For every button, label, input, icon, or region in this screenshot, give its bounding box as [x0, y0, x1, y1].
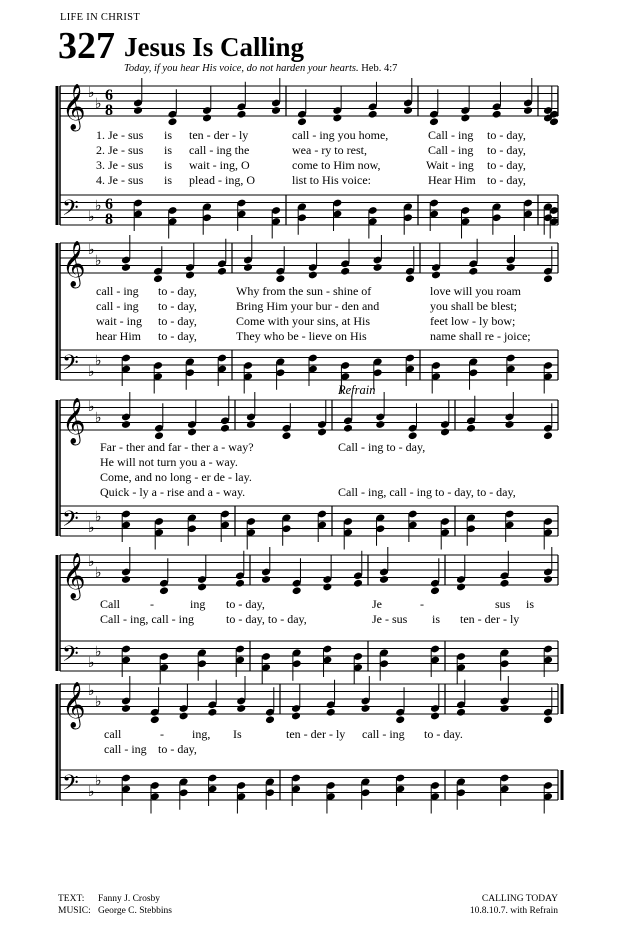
- note-head: [506, 263, 516, 272]
- note-head: [322, 583, 332, 592]
- refrain-marking: Refrain: [338, 383, 376, 397]
- time-signature-top: 6: [105, 87, 113, 104]
- note-head: [236, 110, 246, 119]
- lyric: They who be - lieve on His: [236, 329, 367, 343]
- treble-clef: 𝄞: [62, 398, 86, 444]
- lyric-line: [0, 440, 640, 454]
- lyric: Call: [100, 597, 120, 611]
- note-head: [499, 704, 509, 713]
- lyric: wait - ing: [96, 314, 142, 328]
- note-head: [133, 106, 143, 115]
- flat-sign: ♭: [95, 694, 102, 710]
- lyric: to - day,: [487, 173, 526, 187]
- lyric: list to His voice:: [292, 173, 371, 187]
- note-head: [456, 708, 466, 717]
- lyric: ten - der - ly: [286, 727, 346, 741]
- bass-clef: 𝄢: [62, 351, 79, 381]
- lyric: to - day,: [158, 314, 197, 328]
- note-head: [261, 575, 271, 584]
- lyric: hear Him: [96, 329, 141, 343]
- flat-sign: ♭: [95, 96, 102, 112]
- lyric-line: [0, 128, 640, 142]
- lyric-line: [0, 314, 640, 328]
- flat-sign: ♭: [88, 364, 95, 380]
- note-head: [202, 114, 212, 123]
- note-head: [121, 704, 131, 713]
- hymn-number: 327: [58, 25, 115, 67]
- credits: [58, 893, 172, 917]
- lyric-line: [0, 470, 640, 484]
- lyric: wea - ry to rest,: [292, 143, 367, 157]
- bass-clef: 𝄢: [62, 507, 79, 537]
- text-credit: [58, 893, 172, 905]
- lyric: -: [420, 597, 424, 611]
- lyric: ten - der - ly: [189, 128, 249, 142]
- lyric-line: [0, 299, 640, 313]
- note-head: [297, 117, 307, 126]
- music-credit-label: MUSIC:: [58, 906, 91, 916]
- lyric: is: [164, 128, 173, 142]
- lyric: sus: [495, 597, 511, 611]
- note-head: [492, 110, 502, 119]
- bass-clef: 𝄢: [62, 642, 79, 672]
- note-head: [236, 704, 246, 713]
- lyric: -: [150, 597, 154, 611]
- lyric: Call - ing to - day,: [338, 440, 426, 454]
- note-head: [456, 583, 466, 592]
- note-head: [403, 106, 413, 115]
- lyric: 1. Je - sus: [96, 128, 144, 142]
- lyric-line: [0, 173, 640, 187]
- note-head: [281, 431, 291, 440]
- bass-clef: 𝄢: [62, 196, 79, 226]
- note-head: [332, 114, 342, 123]
- lyric-line: [0, 612, 640, 626]
- lyric: call - ing the: [189, 143, 250, 157]
- note-head: [353, 579, 363, 588]
- note-head: [154, 431, 164, 440]
- epigraph-quote: Today, if you hear His voice, do not harden your hearts.: [124, 63, 359, 74]
- lyric-line: [0, 727, 640, 741]
- note-head: [466, 424, 476, 433]
- time-signature-bottom: 8: [105, 102, 113, 119]
- lyric-line: [0, 742, 640, 756]
- flat-sign: ♭: [88, 683, 95, 699]
- note-head: [375, 420, 385, 429]
- note-head: [543, 274, 553, 283]
- flat-sign: ♭: [95, 773, 102, 789]
- lyric-line: [0, 284, 640, 298]
- tune-name: CALLING TODAY: [481, 894, 558, 904]
- note-head: [543, 715, 553, 724]
- lyric: plead - ing, O: [189, 173, 255, 187]
- flat-sign: ♭: [95, 644, 102, 660]
- lyric: call - ing: [104, 742, 147, 756]
- lyric: call - ing: [362, 727, 405, 741]
- lyric: come to Him now,: [292, 158, 381, 172]
- time-signature-bottom: 8: [105, 211, 113, 228]
- lyric: Far - ther and far - ther a - way?: [100, 440, 254, 454]
- lyric: to - day,: [487, 143, 526, 157]
- lyric: to - day,: [158, 742, 197, 756]
- time-signature-top: 6: [105, 196, 113, 213]
- treble-clef: 𝄞: [62, 553, 86, 599]
- note-head: [167, 117, 177, 126]
- lyric: Come, and no long - er de - lay.: [100, 470, 252, 484]
- flat-sign: ♭: [95, 353, 102, 369]
- note-head: [440, 428, 450, 437]
- text-author: Fanny J. Crosby: [98, 894, 161, 904]
- lyric: call - ing: [96, 284, 139, 298]
- note-head: [460, 114, 470, 123]
- lyric: Bring Him your bur - den and: [236, 299, 380, 313]
- lyric-line: [0, 329, 640, 343]
- flat-sign: ♭: [95, 410, 102, 426]
- note-head: [159, 586, 169, 595]
- meter: 10.8.10.7. with Refrain: [469, 906, 558, 916]
- lyric: is: [164, 158, 173, 172]
- note-head: [179, 712, 189, 721]
- note-head: [197, 583, 207, 592]
- lyric-line: [0, 158, 640, 172]
- lyric: Call - ing, call - ing: [100, 612, 194, 626]
- lyric: to - day,: [158, 299, 197, 313]
- lyric: to - day,: [487, 158, 526, 172]
- note-head: [153, 274, 163, 283]
- note-head: [187, 428, 197, 437]
- lyric: 3. Je - sus: [96, 158, 144, 172]
- note-head: [317, 428, 327, 437]
- tune-info: [470, 893, 558, 917]
- note-head: [217, 267, 227, 276]
- lyric: Je: [372, 597, 382, 611]
- note-head: [395, 715, 405, 724]
- lyric: He will not turn you a - way.: [100, 455, 238, 469]
- treble-clef: 𝄞: [62, 241, 86, 287]
- note-head: [326, 708, 336, 717]
- lyric: ten - der - ly: [460, 612, 520, 626]
- note-head: [220, 424, 230, 433]
- note-head: [468, 267, 478, 276]
- note-head: [246, 420, 256, 429]
- lyric: Quick - ly a - rise and a - way.: [100, 485, 246, 499]
- note-head: [343, 424, 353, 433]
- note-head: [275, 274, 285, 283]
- note-head: [185, 271, 195, 280]
- note-head: [430, 586, 440, 595]
- lyric: to - day.: [424, 727, 463, 741]
- hymn-title: Jesus Is Calling: [124, 32, 305, 62]
- note-head: [360, 704, 370, 713]
- note-head: [504, 420, 514, 429]
- lyric: love will you roam: [430, 284, 521, 298]
- lyric: 4. Je - sus: [96, 173, 144, 187]
- note-head: [243, 263, 253, 272]
- lyric: you shall be blest;: [430, 299, 517, 313]
- lyric: Call - ing, call - ing to - day, to - day,: [338, 485, 516, 499]
- flat-sign: ♭: [88, 784, 95, 800]
- lyric-line: [0, 455, 640, 469]
- bass-clef: 𝄢: [62, 771, 79, 801]
- treble-clef: 𝄞: [62, 84, 86, 130]
- section-label: LIFE IN CHRIST: [60, 12, 141, 23]
- note-head: [405, 274, 415, 283]
- lyric: Why from the sun - shine of: [236, 284, 372, 298]
- music-author: George C. Stebbins: [98, 906, 172, 916]
- note-head: [150, 715, 160, 724]
- lyric: -: [160, 727, 164, 741]
- note-head: [429, 117, 439, 126]
- lyric: to - day,: [487, 128, 526, 142]
- note-head: [543, 431, 553, 440]
- note-head: [292, 586, 302, 595]
- lyric: Call - ing: [428, 128, 474, 142]
- lyric: is: [164, 143, 173, 157]
- note-head: [121, 263, 131, 272]
- note-head: [291, 712, 301, 721]
- lyric: ing,: [192, 727, 211, 741]
- lyric-line: [0, 143, 640, 157]
- note-head: [430, 712, 440, 721]
- lyric: to - day, to - day,: [226, 612, 307, 626]
- lyric: is: [432, 612, 441, 626]
- flat-sign: ♭: [88, 209, 95, 225]
- flat-sign: ♭: [88, 520, 95, 536]
- note-head: [121, 575, 131, 584]
- lyric: call: [104, 727, 122, 741]
- lyric: Come with your sins, at His: [236, 314, 370, 328]
- note-head: [379, 575, 389, 584]
- flat-sign: ♭: [95, 198, 102, 214]
- flat-sign: ♭: [88, 399, 95, 415]
- flat-sign: ♭: [95, 509, 102, 525]
- note-head: [408, 431, 418, 440]
- lyric: is: [526, 597, 535, 611]
- lyric-line: [0, 485, 640, 499]
- lyric: call - ing: [96, 299, 139, 313]
- lyric: is: [164, 173, 173, 187]
- flat-sign: ♭: [95, 565, 102, 581]
- lyric: Call - ing: [428, 143, 474, 157]
- flat-sign: ♭: [88, 554, 95, 570]
- note-head: [499, 579, 509, 588]
- note-head: [543, 575, 553, 584]
- lyric: name shall re - joice;: [430, 329, 531, 343]
- note-head: [271, 106, 281, 115]
- note-head: [523, 106, 533, 115]
- lyric: 2. Je - sus: [96, 143, 144, 157]
- lyric: feet low - ly bow;: [430, 314, 516, 328]
- lyric-line: [0, 597, 640, 611]
- flat-sign: ♭: [95, 253, 102, 269]
- music-credit: [58, 905, 172, 917]
- note-head: [121, 420, 131, 429]
- note-head: [340, 267, 350, 276]
- lyric: Wait - ing: [426, 158, 474, 172]
- treble-clef: 𝄞: [62, 682, 86, 728]
- lyric: call - ing you home,: [292, 128, 389, 142]
- lyric: Hear Him: [428, 173, 476, 187]
- lyric: Is: [233, 727, 242, 741]
- lyric: wait - ing, O: [189, 158, 250, 172]
- lyric: Je - sus: [372, 612, 408, 626]
- epigraph-reference: Heb. 4:7: [361, 63, 398, 74]
- lyric: to - day,: [158, 284, 197, 298]
- note-head: [308, 271, 318, 280]
- note-head: [207, 708, 217, 717]
- note-head: [373, 263, 383, 272]
- flat-sign: ♭: [88, 242, 95, 258]
- lyric: to - day,: [226, 597, 265, 611]
- flat-sign: ♭: [88, 85, 95, 101]
- note-head: [235, 579, 245, 588]
- note-head: [368, 110, 378, 119]
- note-head: [431, 271, 441, 280]
- text-credit-label: TEXT:: [58, 894, 85, 904]
- note-head: [265, 715, 275, 724]
- flat-sign: ♭: [88, 655, 95, 671]
- lyric: ing: [190, 597, 206, 611]
- lyric: to - day,: [158, 329, 197, 343]
